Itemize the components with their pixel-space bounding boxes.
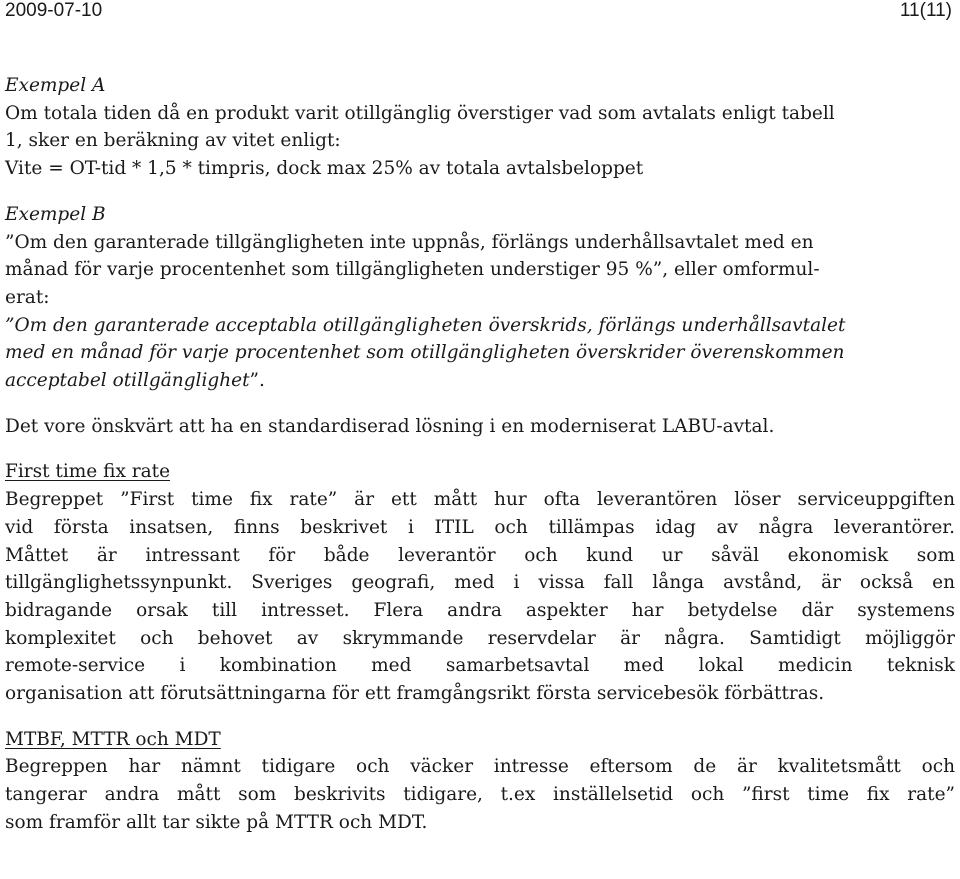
exempel-b-line: ”Om den garanterade tillgängligheten inte uppnås, förlängs underhållsavtalet med en: [5, 231, 814, 253]
exempel-b-italic-last-line: [5, 367, 955, 395]
section-exempel-b: [5, 201, 955, 395]
section-exempel-a: [5, 72, 955, 183]
section-first-time-fix: [5, 458, 955, 707]
mtbf-heading-text: MTBF, MTTR och MDT: [5, 728, 221, 750]
exempel-a-line: 1, sker en beräkning av vitet enligt:: [5, 130, 341, 152]
exempel-b-line: erat:: [5, 286, 50, 308]
header-date: 2009-07-10: [5, 0, 103, 21]
document-body: [5, 72, 955, 837]
first-time-fix-paragraph: [5, 486, 955, 708]
page-header: [0, 0, 960, 22]
exempel-b-closing-quote: ”.: [249, 370, 265, 392]
first-time-fix-line: vid första insatsen, finns beskrivet i ITIL och tillämpas idag av några leverantörer.: [5, 516, 955, 538]
mtbf-heading: [5, 726, 955, 754]
first-time-fix-line: organisation att förutsättningarna för ett framgångsrikt första servicebesök förbättras.: [5, 683, 825, 705]
first-time-fix-line: Begreppet ”First time fix rate” är ett mått hur ofta leverantören löser serviceuppgiften: [5, 489, 955, 511]
mtbf-line: Begreppen har nämnt tidigare och väcker intresse eftersom de är kvalitetsmått och: [5, 756, 955, 778]
first-time-fix-heading-text: First time fix rate: [5, 461, 171, 483]
first-time-fix-line: bidragande orsak till intresset. Flera andra aspekter har betydelse där systemens: [5, 599, 955, 621]
section-mtbf: [5, 726, 955, 837]
exempel-a-heading: Exempel A: [5, 75, 106, 96]
first-time-fix-line: komplexitet och behovet av skrymmande reservdelar är några. Samtidigt möjliggör: [5, 627, 955, 649]
labu-note: Det vore önskvärt att ha en standardiserad lösning i en moderniserat LABU-avtal.: [5, 415, 775, 437]
exempel-a-line: Om totala tiden då en produkt varit otillgänglig överstiger vad som avtalats enligt tabell: [5, 102, 835, 124]
mtbf-line: tangerar andra mått som beskrivits tidigare, t.ex inställelsetid och ”first time fix rate”: [5, 784, 955, 806]
first-time-fix-line: remote-service i kombination med samarbetsavtal med lokal medicin teknisk: [5, 655, 955, 677]
header-page-number: 11(11): [899, 0, 952, 21]
exempel-b-italic-line: med en månad för varje procentenhet som otillgängligheten överskrider överenskommen: [5, 342, 845, 364]
exempel-b-italic-line: ”Om den garanterade acceptabla otillgängligheten överskrids, förlängs underhållsavtalet: [5, 314, 846, 336]
exempel-b-heading: Exempel B: [5, 203, 106, 225]
exempel-a-line: Vite = OT-tid * 1,5 * timpris, dock max 25% av totala avtalsbeloppet: [5, 158, 644, 180]
mtbf-line: som framför allt tar sikte på MTTR och MDT.: [5, 811, 428, 833]
first-time-fix-line: Måttet är intressant för både leverantör och kund ur såväl ekonomisk som: [5, 544, 955, 566]
exempel-b-line: månad för varje procentenhet som tillgängligheten understiger 95 %”, eller omformul-: [5, 259, 820, 281]
exempel-b-italic-last: acceptabel otillgänglighet: [5, 370, 250, 392]
first-time-fix-heading: [5, 458, 955, 486]
mtbf-paragraph: [5, 753, 955, 836]
first-time-fix-line: tillgänglighetssynpunkt. Sveriges geografi, med i vissa fall långa avstånd, är också en: [5, 572, 955, 594]
